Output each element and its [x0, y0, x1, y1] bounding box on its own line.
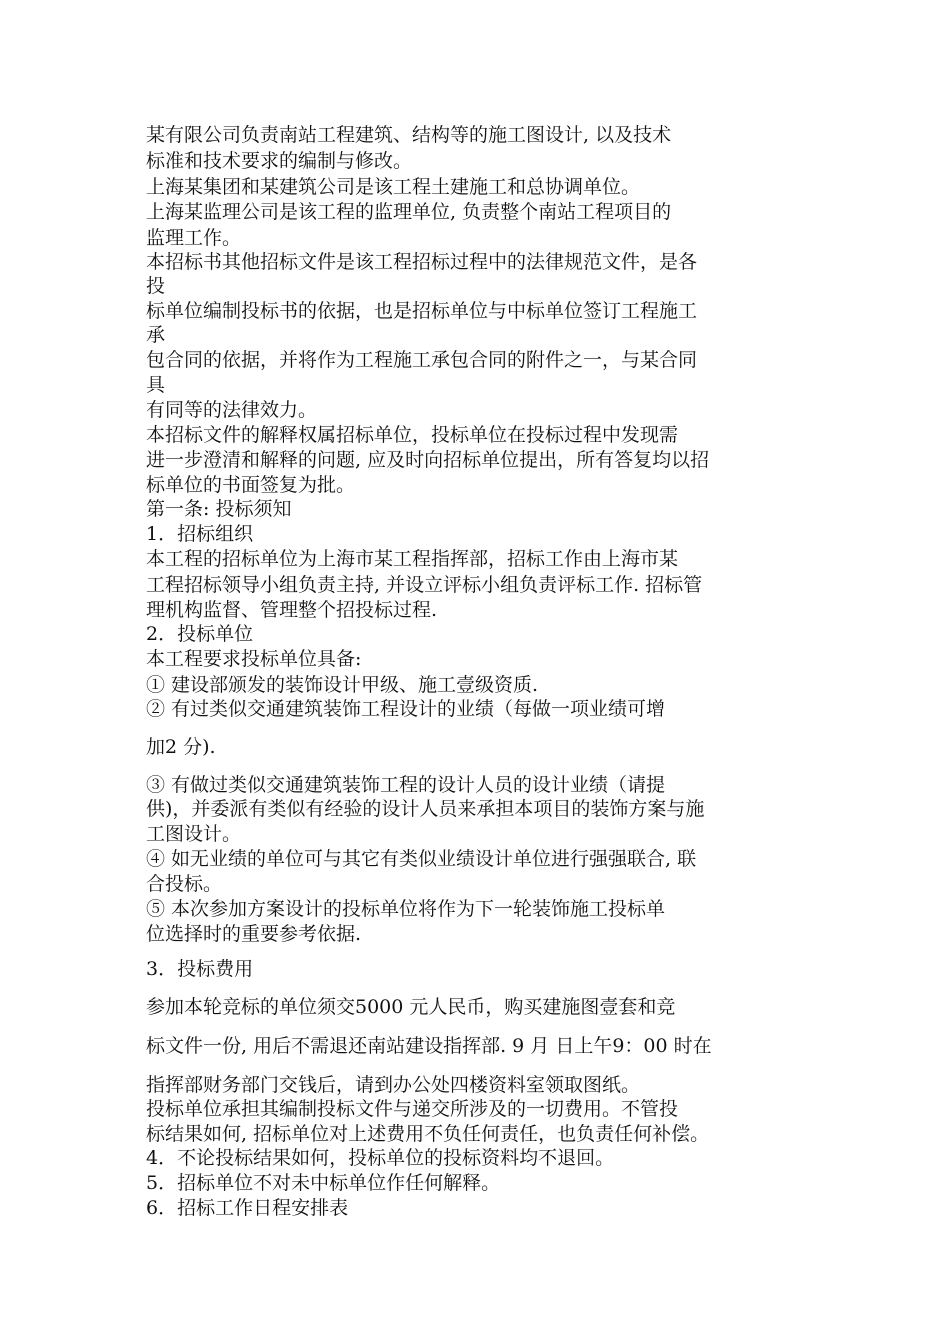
paragraph-line: 某有限公司负责南站工程建筑、结构等的施工图设计, 以及技术	[146, 124, 672, 146]
list-item: ① 建设部颁发的装饰设计甲级、施工壹级资质.	[146, 674, 539, 696]
paragraph-line: 指挥部财务部门交钱后，请到办公处四楼资料室领取图纸。	[146, 1074, 641, 1096]
paragraph-line: 进一步澄清和解释的问题, 应及时向招标单位提出，所有答复均以招	[146, 449, 710, 471]
list-item-continuation: 合投标。	[146, 873, 223, 895]
subsection-heading: 1．招标组织	[146, 523, 254, 545]
paragraph-line: 标结果如何, 招标单位对上述费用不负任何责任，也负责任何补偿。	[146, 1123, 710, 1145]
subsection-heading: 3．投标费用	[146, 958, 254, 980]
paragraph-line: 投标单位承担其编制投标文件与递交所涉及的一切费用。不管投	[146, 1098, 679, 1120]
numbered-item: 5．招标单位不对未中标单位作任何解释。	[146, 1172, 501, 1194]
list-item: ⑤ 本次参加方案设计的投标单位将作为下一轮装饰施工投标单	[146, 898, 666, 920]
list-item: ② 有过类似交通建筑装饰工程设计的业绩（每做一项业绩可增	[146, 698, 666, 720]
paragraph-line: 承	[146, 324, 166, 346]
paragraph-line: 监理工作。	[146, 227, 242, 249]
paragraph-line: 上海某集团和某建筑公司是该工程土建施工和总协调单位。	[146, 176, 641, 198]
paragraph-line: 本招标书其他招标文件是该工程招标过程中的法律规范文件，是各	[146, 251, 698, 273]
list-item: ③ 有做过类似交通建筑装饰工程的设计人员的设计业绩（请提	[146, 774, 666, 796]
paragraph-line: 具	[146, 374, 166, 396]
list-item-continuation: 供)，并委派有类似有经验的设计人员来承担本项目的装饰方案与施	[146, 798, 705, 820]
paragraph-line: 标单位的书面签复为批。	[146, 474, 356, 496]
paragraph-line: 工程招标领导小组负责主持, 并设立评标小组负责评标工作. 招标管	[146, 574, 703, 596]
paragraph-line: 包合同的依据，并将作为工程施工承包合同的附件之一，与某合同	[146, 349, 698, 371]
paragraph-line: 本工程的招标单位为上海市某工程指挥部，招标工作由上海市某	[146, 548, 679, 570]
paragraph-line: 本招标文件的解释权属招标单位，投标单位在投标过程中发现需	[146, 424, 679, 446]
subsection-heading: 2．投标单位	[146, 623, 254, 645]
list-item-continuation: 位选择时的重要参考依据.	[146, 923, 362, 945]
paragraph-line: 标准和技术要求的编制与修改。	[146, 150, 413, 172]
section-heading: 第一条: 投标须知	[146, 498, 292, 520]
paragraph-line: 参加本轮竞标的单位须交5000 元人民币，购买建施图壹套和竞	[146, 996, 676, 1018]
paragraph-line: 标单位编制投标书的依据，也是招标单位与中标单位签订工程施工	[146, 300, 698, 322]
paragraph-line: 有同等的法律效力。	[146, 399, 318, 421]
paragraph-line: 理机构监督、管理整个招投标过程.	[146, 599, 438, 621]
paragraph-line: 标文件一份, 用后不需退还南站建设指挥部. 9 月 日上午9：00 时在	[146, 1035, 712, 1057]
numbered-item: 4．不论投标结果如何，投标单位的投标资料均不退回。	[146, 1147, 615, 1169]
list-item-continuation: 加2 分).	[146, 736, 216, 758]
paragraph-line: 上海某监理公司是该工程的监理单位, 负责整个南站工程项目的	[146, 201, 672, 223]
list-item-continuation: 工图设计。	[146, 823, 242, 845]
paragraph-line: 投	[146, 275, 166, 297]
paragraph-line: 本工程要求投标单位具备:	[146, 648, 362, 670]
numbered-item: 6．招标工作日程安排表	[146, 1197, 349, 1219]
list-item: ④ 如无业绩的单位可与其它有类似业绩设计单位进行强强联合, 联	[146, 848, 697, 870]
